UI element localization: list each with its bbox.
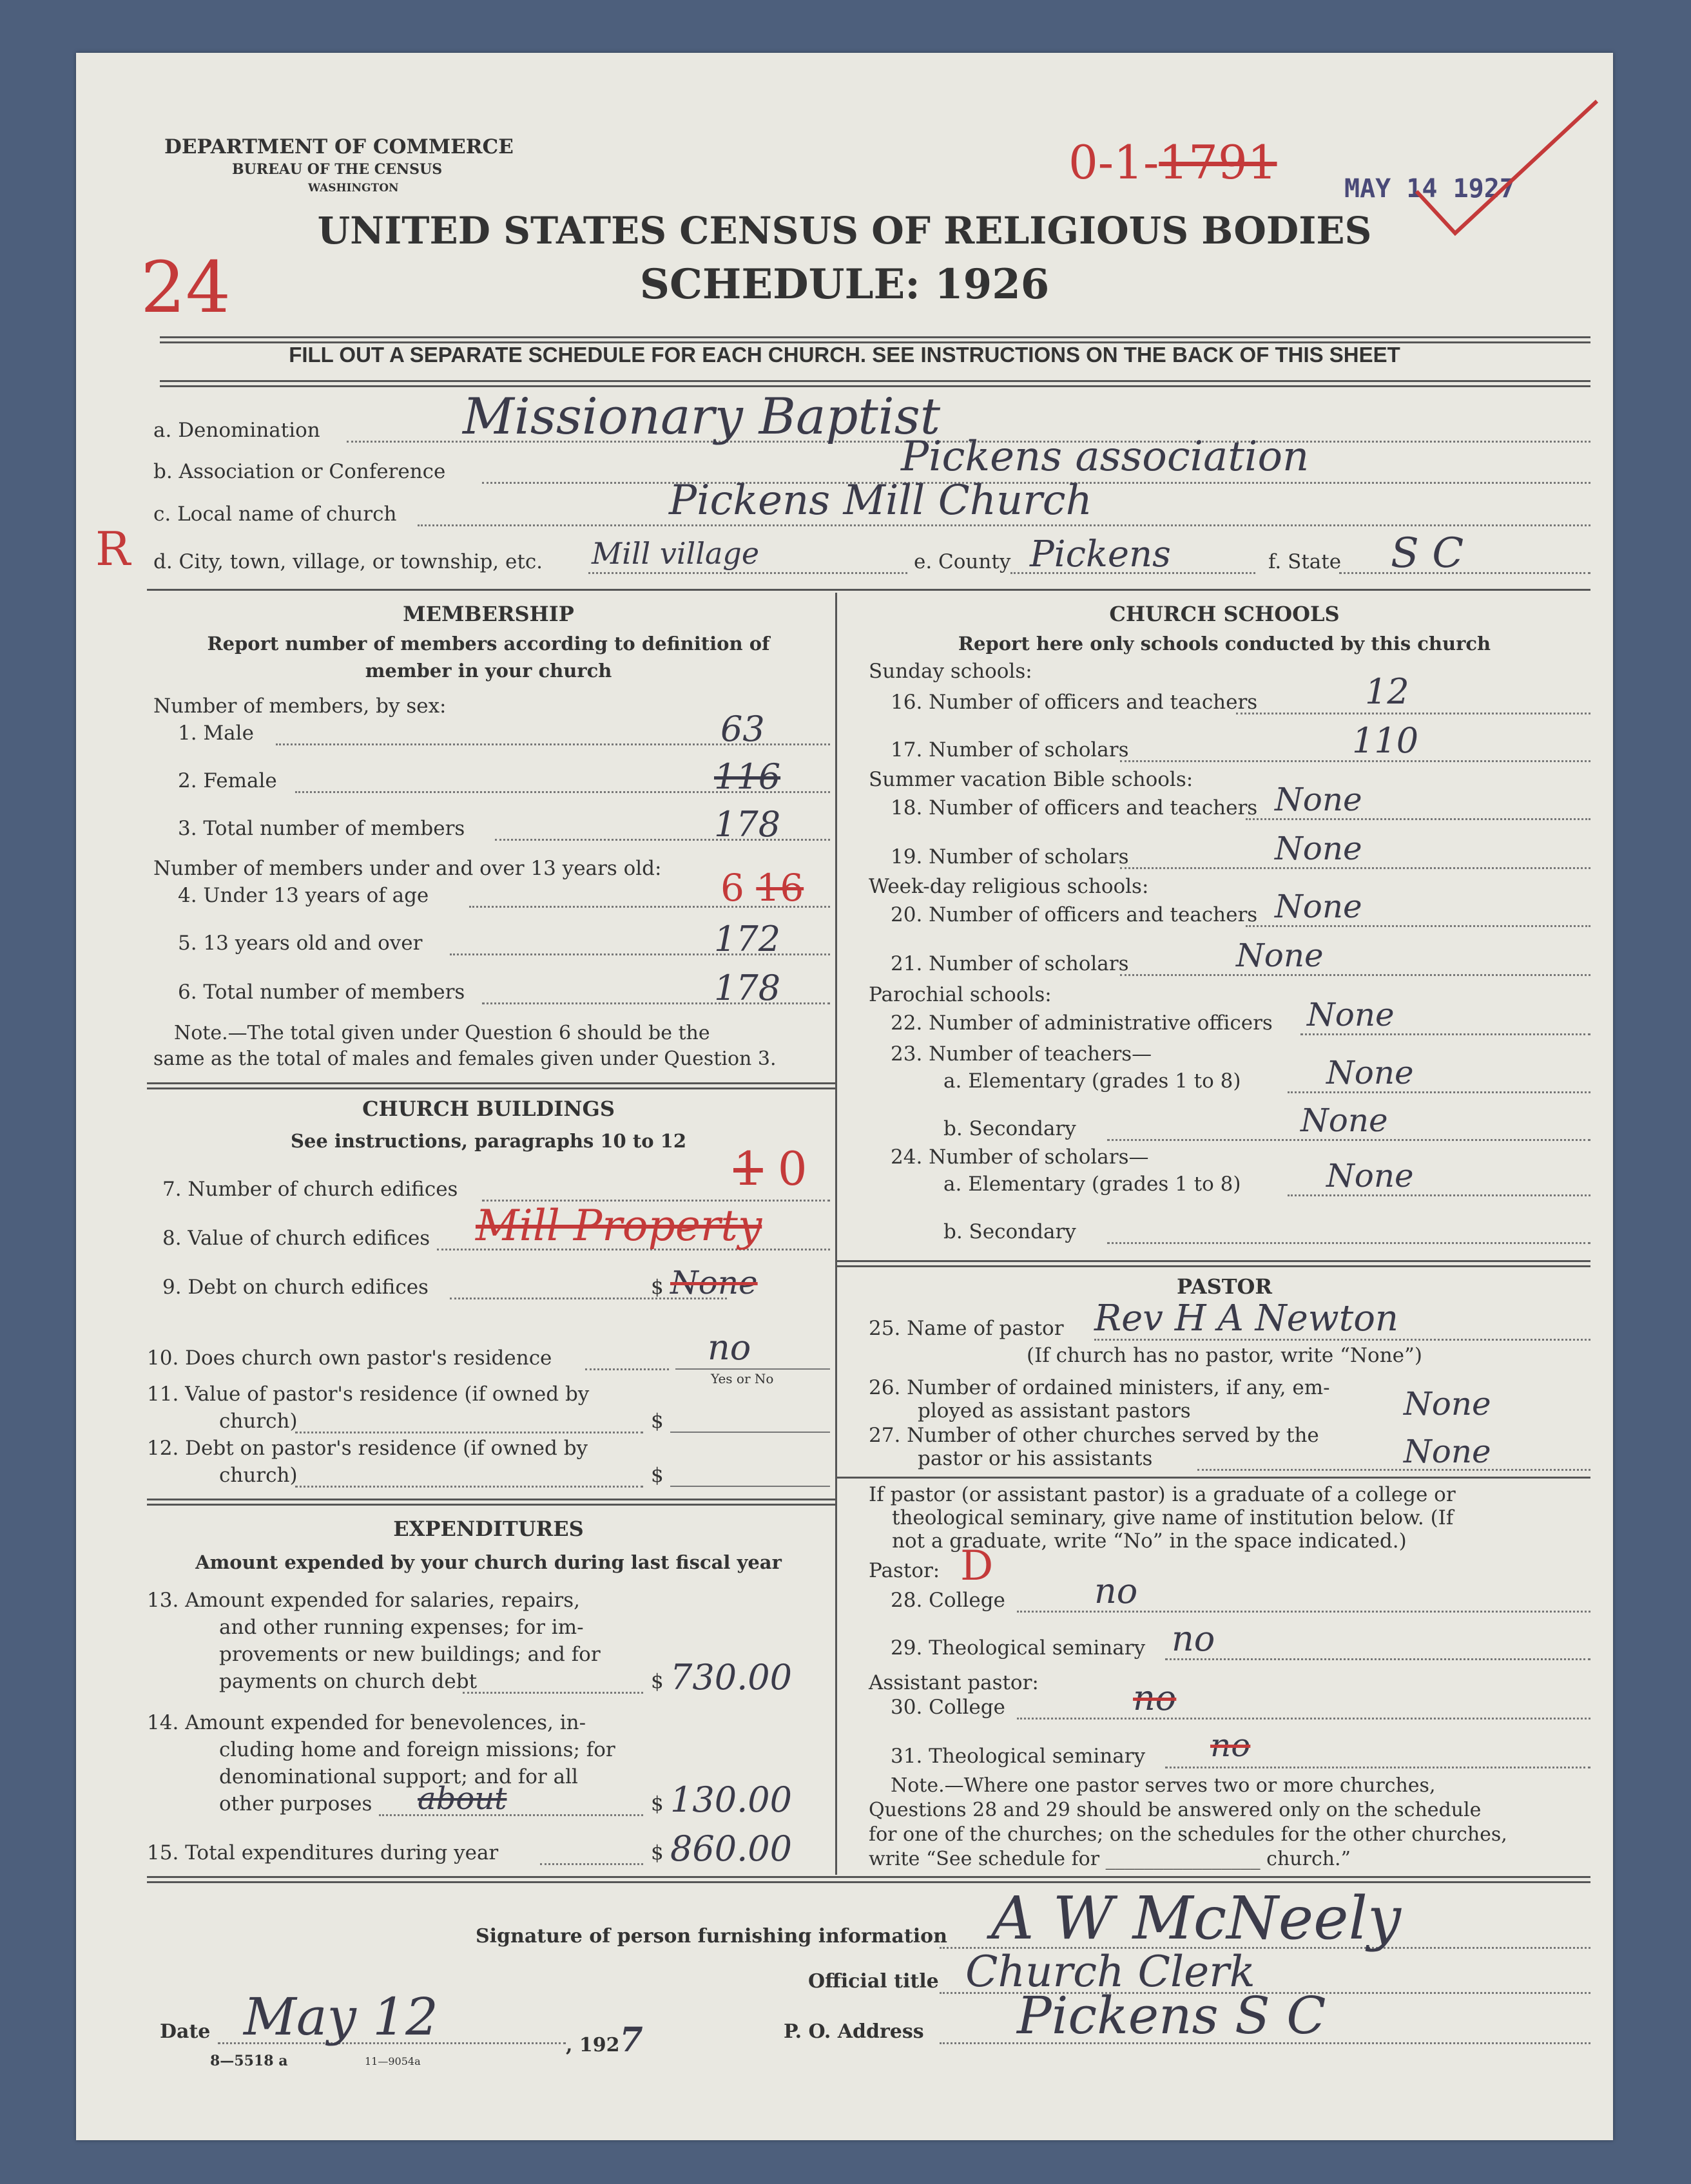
q4-value-group[interactable]	[720, 866, 804, 910]
q15-value[interactable]: 860.00	[670, 1828, 792, 1869]
q16-value[interactable]: 12	[1365, 671, 1409, 712]
q15-label: 15. Total expenditures during year	[147, 1841, 499, 1864]
q10-answer-line	[675, 1368, 830, 1370]
q27-label-b: pastor or his assistants	[918, 1447, 1153, 1470]
q23b-leader	[1107, 1139, 1590, 1141]
q13-leader	[463, 1692, 643, 1694]
q10-label: 10. Does church own pastor's residence	[147, 1346, 552, 1370]
q24a-value[interactable]: None	[1326, 1157, 1414, 1194]
q15-dollar: $	[651, 1841, 664, 1864]
state-leader	[1339, 572, 1590, 574]
q16-label: 16. Number of officers and teachers	[891, 691, 1258, 714]
q11-label-a: 11. Value of pastor's residence (if owned by	[147, 1383, 590, 1406]
church-name-label: c. Local name of church	[153, 503, 397, 526]
received-date-stamp: MAY 14 1927	[1344, 174, 1515, 204]
po-address-value[interactable]: Pickens S C	[1017, 1986, 1326, 2045]
q20-leader	[1246, 925, 1590, 927]
buildings-rule	[147, 1499, 835, 1500]
red-code-struck: 1791	[1159, 135, 1277, 189]
city-name: WASHINGTON	[308, 182, 399, 195]
schools-sub: Report here only schools conducted by this church	[958, 633, 1491, 655]
q17-value[interactable]: 110	[1352, 720, 1419, 761]
summer-label: Summer vacation Bible schools:	[869, 768, 1193, 791]
membership-rule	[147, 1082, 835, 1084]
q20-value[interactable]: None	[1275, 888, 1362, 925]
pastor-heading: PASTOR	[1177, 1274, 1272, 1299]
q14-dollar: $	[651, 1792, 664, 1815]
q11-label-b: church)	[219, 1410, 298, 1433]
schools-rule2	[836, 1265, 1590, 1267]
q24a-leader	[1288, 1194, 1590, 1196]
buildings-heading: CHURCH BUILDINGS	[362, 1097, 615, 1121]
q11-dollar: $	[651, 1410, 664, 1433]
pastor-note3: for one of the churches; on the schedules for the other churches,	[869, 1823, 1507, 1846]
q7-label: 7. Number of church edifices	[162, 1178, 458, 1201]
q14-label-d: other purposes	[219, 1792, 372, 1815]
q21-label: 21. Number of scholars	[891, 952, 1129, 975]
red-r-mark: R	[95, 522, 131, 576]
q13-label-d: payments on church debt	[219, 1670, 478, 1693]
q24b-leader[interactable]	[1107, 1242, 1590, 1244]
q29-leader	[1165, 1658, 1590, 1660]
q18-label: 18. Number of officers and teachers	[891, 796, 1258, 819]
year-digit[interactable]: 7	[619, 2020, 643, 2060]
column-divider	[835, 593, 837, 1875]
q1-value[interactable]: 63	[720, 709, 765, 749]
q20-label: 20. Number of officers and teachers	[891, 903, 1258, 926]
ident-rule	[147, 589, 1590, 591]
q12-label-b: church)	[219, 1464, 298, 1487]
q24a-label: a. Elementary (grades 1 to 8)	[943, 1173, 1241, 1196]
dept-name: DEPARTMENT OF COMMERCE	[164, 135, 514, 158]
q2-label: 2. Female	[178, 769, 277, 792]
membership-rule2	[147, 1087, 835, 1089]
graduate-line1: If pastor (or assistant pastor) is a graduate of a college or	[869, 1483, 1456, 1506]
state-value[interactable]: S C	[1391, 530, 1464, 577]
buildings-rule2	[147, 1504, 835, 1506]
asst-pastor-label: Assistant pastor:	[869, 1671, 1039, 1694]
church-name-leader	[418, 524, 1590, 526]
q5-label: 5. 13 years old and over	[178, 932, 423, 955]
q14-value[interactable]: 130.00	[670, 1779, 792, 1820]
q22-value[interactable]: None	[1307, 996, 1395, 1033]
q14-label-c: denominational support; and for all	[219, 1765, 578, 1788]
q31-label: 31. Theological seminary	[891, 1745, 1146, 1768]
q5-value[interactable]: 172	[714, 919, 781, 959]
q9-label: 9. Debt on church edifices	[162, 1276, 429, 1299]
q4-struck-value: 16	[756, 866, 804, 910]
q19-value[interactable]: None	[1275, 830, 1362, 867]
q28-label: 28. College	[891, 1589, 1005, 1612]
q19-leader	[1120, 867, 1590, 869]
q28-value[interactable]: no	[1094, 1571, 1138, 1611]
church-name-value[interactable]: Pickens Mill Church	[669, 477, 1092, 524]
q21-value[interactable]: None	[1236, 937, 1324, 974]
city-leader	[588, 572, 907, 574]
q26-label-b: ployed as assistant pastors	[918, 1399, 1191, 1422]
by-sex-label: Number of members, by sex:	[153, 694, 447, 718]
q12-leader	[295, 1486, 643, 1488]
denomination-label: a. Denomination	[153, 419, 320, 442]
city-label: d. City, town, village, or township, etc.	[153, 550, 543, 573]
q13-label-a: 13. Amount expended for salaries, repairs,	[147, 1589, 580, 1612]
association-label: b. Association or Conference	[153, 460, 446, 483]
q3-value[interactable]: 178	[714, 804, 781, 845]
q13-value[interactable]: 730.00	[670, 1657, 792, 1698]
pastor-note1: Note.—Where one pastor serves two or more churches,	[891, 1774, 1436, 1797]
signature-value[interactable]: A W McNeely	[991, 1884, 1402, 1953]
q29-value[interactable]: no	[1172, 1618, 1215, 1659]
q12-label-a: 12. Debt on pastor's residence (if owned by	[147, 1437, 588, 1460]
form-subtitle: SCHEDULE: 1926	[639, 260, 1050, 309]
membership-note2: same as the total of males and females given under Question 3.	[153, 1048, 777, 1070]
red-d-mark: D	[960, 1542, 994, 1590]
q14-label-a: 14. Amount expended for benevolences, in-	[147, 1711, 586, 1734]
q1-label: 1. Male	[178, 722, 254, 745]
q23a-value[interactable]: None	[1326, 1054, 1414, 1091]
q19-label: 19. Number of scholars	[891, 845, 1129, 868]
membership-sub1: Report number of members according to definition of	[207, 633, 770, 655]
denomination-value[interactable]: Missionary Baptist	[463, 388, 941, 446]
footer-rule	[147, 1876, 1590, 1878]
signature-label: Signature of person furnishing information	[476, 1925, 947, 1948]
state-label: f. State	[1268, 550, 1342, 573]
official-title-value[interactable]: Church Clerk	[965, 1947, 1255, 1997]
q22-leader	[1300, 1033, 1590, 1035]
form-number: 8—5518 a	[210, 2053, 288, 2069]
county-label: e. County	[914, 550, 1011, 573]
footer-rule2	[147, 1881, 1590, 1883]
page-number: 24	[140, 246, 231, 329]
schools-rule	[836, 1260, 1590, 1262]
q18-value[interactable]: None	[1275, 781, 1362, 818]
q26-value[interactable]: None	[1404, 1385, 1491, 1422]
city-value[interactable]: Mill village	[592, 536, 760, 571]
pastor-rule	[836, 1477, 1590, 1479]
membership-note1: Note.—The total given under Question 6 should be the	[174, 1022, 710, 1044]
q23b-value[interactable]: None	[1300, 1102, 1388, 1139]
header-rule-top	[160, 336, 1590, 338]
q27-leader	[1197, 1469, 1590, 1471]
q24b-label: b. Secondary	[943, 1220, 1076, 1243]
q27-value[interactable]: None	[1404, 1433, 1491, 1470]
print-number: 11—9054a	[365, 2055, 421, 2067]
q7-value-group[interactable]	[733, 1142, 807, 1196]
q8-value[interactable]: Mill Property	[476, 1201, 762, 1250]
date-value[interactable]: May 12	[244, 1987, 439, 2047]
official-title-label: Official title	[808, 1970, 939, 1993]
q4-label: 4. Under 13 years of age	[178, 884, 429, 907]
census-form-sheet	[76, 53, 1613, 2140]
q17-label: 17. Number of scholars	[891, 738, 1129, 762]
q2-value[interactable]: 116	[714, 756, 781, 797]
expenditures-sub: Amount expended by your church during last fiscal year	[195, 1551, 782, 1573]
q6-value[interactable]: 178	[714, 968, 781, 1008]
q23a-leader	[1288, 1091, 1590, 1093]
q14-note: about	[418, 1781, 507, 1817]
form-title: UNITED STATES CENSUS OF RELIGIOUS BODIES	[317, 209, 1372, 253]
q13-label-b: and other running expenses; for im-	[219, 1616, 584, 1639]
q8-label: 8. Value of church edifices	[162, 1227, 430, 1250]
year-group	[566, 2020, 643, 2060]
q7-value: 0	[777, 1142, 807, 1196]
q18-leader	[1246, 818, 1590, 820]
buildings-sub: See instructions, paragraphs 10 to 12	[290, 1130, 687, 1152]
red-code-prefix: 0-1-	[1068, 135, 1159, 189]
pastor-note4: write “See schedule for ________________ church.”	[869, 1848, 1351, 1870]
q13-dollar: $	[651, 1670, 664, 1693]
q27-label-a: 27. Number of other churches served by the	[869, 1424, 1319, 1447]
fill-instruction: FILL OUT A SEPARATE SCHEDULE FOR EACH CHURCH. SEE INSTRUCTIONS ON THE BACK OF THIS SHEET	[289, 343, 1400, 367]
weekday-label: Week-day religious schools:	[869, 875, 1149, 898]
q10-leader	[585, 1368, 669, 1370]
q23b-label: b. Secondary	[943, 1117, 1076, 1140]
q11-leader	[295, 1432, 643, 1433]
q12-answer-line[interactable]	[670, 1486, 830, 1487]
q30-value[interactable]: no	[1133, 1678, 1177, 1718]
county-value[interactable]: Pickens	[1030, 533, 1171, 575]
q23a-label: a. Elementary (grades 1 to 8)	[943, 1069, 1241, 1093]
pastor-sub-label: Pastor:	[869, 1559, 940, 1582]
q25-value[interactable]: Rev H A Newton	[1094, 1298, 1398, 1339]
q26-label-a: 26. Number of ordained ministers, if any, em-	[869, 1376, 1330, 1399]
q13-label-c: provements or new buildings; and for	[219, 1643, 601, 1666]
q24-label: 24. Number of scholars—	[891, 1145, 1149, 1169]
association-value[interactable]: Pickens association	[901, 433, 1309, 481]
schools-heading: CHURCH SCHOOLS	[1109, 602, 1340, 626]
year-prefix: , 192	[566, 2034, 620, 2056]
sunday-label: Sunday schools:	[869, 660, 1032, 683]
q10-value[interactable]: no	[708, 1327, 751, 1368]
q22-label: 22. Number of administrative officers	[891, 1011, 1273, 1035]
membership-sub2: member in your church	[365, 660, 612, 682]
q9-value[interactable]: None	[670, 1264, 758, 1301]
yes-no-hint: Yes or No	[711, 1371, 774, 1386]
q16-leader	[1236, 713, 1590, 714]
q11-answer-line[interactable]	[670, 1432, 830, 1433]
q4-value: 6	[720, 866, 744, 910]
pastor-note2: Questions 28 and 29 should be answered only on the schedule	[869, 1799, 1482, 1821]
q30-leader	[1017, 1718, 1590, 1719]
bureau-name: BUREAU OF THE CENSUS	[232, 161, 443, 178]
q29-label: 29. Theological seminary	[891, 1636, 1146, 1660]
q25-label: 25. Name of pastor	[869, 1317, 1064, 1340]
q14-label-b: cluding home and foreign missions; for	[219, 1738, 615, 1761]
q21-leader	[1120, 974, 1590, 976]
q30-label: 30. College	[891, 1696, 1005, 1719]
q6-label: 6. Total number of members	[178, 981, 465, 1004]
q31-leader	[1165, 1767, 1590, 1768]
membership-heading: MEMBERSHIP	[403, 602, 574, 626]
red-code	[1068, 135, 1277, 189]
q23-label: 23. Number of teachers—	[891, 1042, 1152, 1066]
parochial-label: Parochial schools:	[869, 983, 1052, 1006]
po-address-label: P. O. Address	[784, 2020, 924, 2043]
q7-struck-value: 1	[733, 1142, 763, 1196]
graduate-line3: not a graduate, write “No” in the space indicated.)	[892, 1529, 1407, 1553]
q3-label: 3. Total number of members	[178, 817, 465, 840]
q25-note: (If church has no pastor, write “None”)	[1027, 1344, 1422, 1367]
expenditures-heading: EXPENDITURES	[393, 1517, 584, 1541]
header-rule-bottom	[160, 380, 1590, 382]
q31-value[interactable]: no	[1210, 1727, 1251, 1764]
q9-dollar: $	[651, 1276, 664, 1299]
by-age-label: Number of members under and over 13 years old:	[153, 857, 662, 880]
q12-dollar: $	[651, 1464, 664, 1487]
header-rule-bottom2	[160, 385, 1590, 387]
q15-leader	[540, 1863, 643, 1865]
date-label: Date	[160, 2020, 211, 2043]
graduate-line2: theological seminary, give name of institution below. (If	[892, 1506, 1454, 1529]
